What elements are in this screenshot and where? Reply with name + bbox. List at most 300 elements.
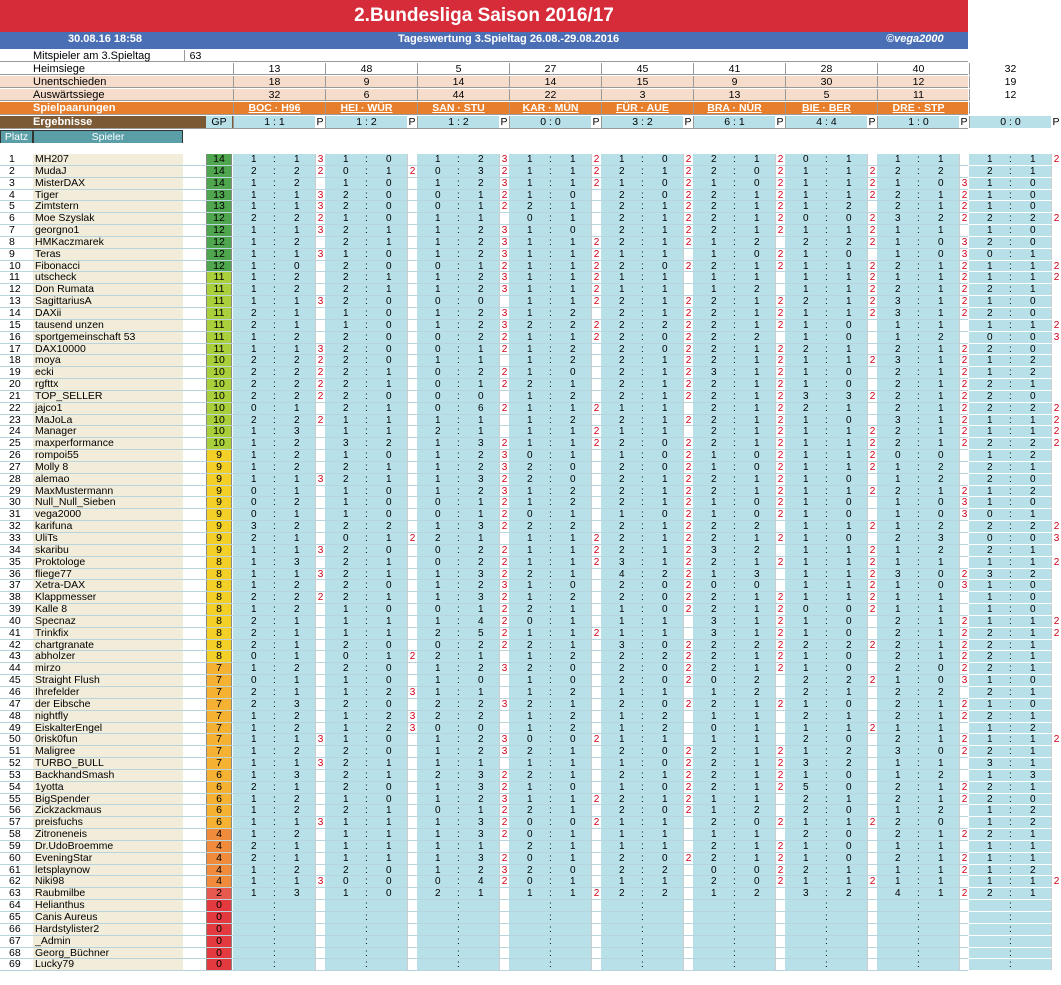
tipp-separator: : <box>457 307 460 319</box>
tipp-cell <box>693 486 775 497</box>
tipp-cell <box>969 592 1051 603</box>
tipp-points: 2 <box>775 190 785 201</box>
tipp-home: 2 <box>251 379 257 391</box>
tipp-home: 1 <box>895 473 901 485</box>
spieler-name: BigSpender <box>33 794 183 805</box>
tipp-home: 1 <box>435 307 441 319</box>
tipp-home: 2 <box>343 544 349 556</box>
gp-cell: 8 <box>206 557 232 568</box>
tipp-separator: : <box>273 888 276 900</box>
tipp-separator: : <box>365 165 368 177</box>
tipp-separator: : <box>825 805 828 817</box>
tipp-cell <box>417 675 499 686</box>
tipp-cell <box>325 190 407 201</box>
tipp-points <box>407 261 417 272</box>
tipp-cell <box>233 166 315 177</box>
tipp-cell <box>785 474 867 485</box>
tipp-separator: : <box>273 900 276 912</box>
tipp-cell <box>509 545 591 556</box>
tipp-away: 0 <box>754 248 760 260</box>
spieler-name: Manager <box>33 426 183 437</box>
table-row <box>0 685 1036 699</box>
tipp-separator: : <box>1009 888 1012 900</box>
tipp-points: 2 <box>959 746 969 757</box>
tipp-away: 2 <box>478 734 484 746</box>
tipp-points <box>683 628 693 639</box>
tipp-points <box>315 462 325 473</box>
tipp-cell <box>233 829 315 840</box>
tipp-separator: : <box>273 414 276 426</box>
tipp-cell <box>693 462 775 473</box>
tipp-home: 2 <box>987 165 993 177</box>
tipp-away: 1 <box>938 307 944 319</box>
game-pair-8: DRE · STP <box>877 102 959 114</box>
tipp-separator: : <box>733 461 736 473</box>
game-res-7: 4 : 4 <box>785 116 867 128</box>
tipp-cell <box>601 604 683 615</box>
tipp-separator: : <box>1009 864 1012 876</box>
tipp-home: 1 <box>251 438 257 450</box>
tipp-away: 0 <box>846 473 852 485</box>
tipp-home: 1 <box>527 367 533 379</box>
tipp-cell <box>785 829 867 840</box>
tipp-separator: : <box>641 900 644 912</box>
tipp-cell <box>785 805 867 816</box>
tipp-away: 0 <box>754 509 760 521</box>
tipp-away: 2 <box>1030 805 1036 817</box>
tipp-separator: : <box>641 604 644 616</box>
tipp-points <box>959 758 969 769</box>
tipp-points: 2 <box>499 545 509 556</box>
tipp-home: 2 <box>803 805 809 817</box>
tipp-separator: : <box>1009 319 1012 331</box>
tipp-home: 1 <box>895 864 901 876</box>
tipp-points <box>315 628 325 639</box>
tipp-points <box>591 580 601 591</box>
tipp-home: 1 <box>435 781 441 793</box>
tipp-away: 1 <box>570 379 576 391</box>
tipp-points <box>959 533 969 544</box>
tipp-separator: : <box>825 544 828 556</box>
game-pair-2: HEI · WÜR <box>325 102 407 114</box>
tipp-away: 0 <box>570 367 576 379</box>
tipp-separator: : <box>457 852 460 864</box>
table-row <box>0 212 1060 225</box>
tipp-cell <box>785 237 867 248</box>
tipp-cell <box>325 450 407 461</box>
tipp-separator: : <box>825 307 828 319</box>
tipp-separator: : <box>733 426 736 438</box>
gp-cell: 0 <box>206 959 232 970</box>
tipp-away: 0 <box>754 177 760 189</box>
tipp-away: 0 <box>386 355 392 367</box>
tipp-points: 2 <box>683 651 693 662</box>
tipp-cell <box>877 332 959 343</box>
tipp-home: 1 <box>803 272 809 284</box>
tipp-cell <box>509 237 591 248</box>
tipp-away: 1 <box>846 592 852 604</box>
tipp-home: 1 <box>527 390 533 402</box>
tipp-points: 2 <box>867 604 877 615</box>
tipp-cell <box>693 924 775 935</box>
tipp-separator: : <box>365 556 368 568</box>
tipp-cell <box>233 853 315 864</box>
tipp-cell <box>325 865 407 876</box>
tipp-home: 0 <box>251 402 257 414</box>
tipp-away: 2 <box>294 710 300 722</box>
tipp-separator: : <box>1009 876 1012 888</box>
tipp-separator: : <box>917 746 920 758</box>
tipp-home: 1 <box>803 248 809 260</box>
tipp-cell <box>601 450 683 461</box>
tipp-points <box>407 332 417 343</box>
tipp-away: 0 <box>386 544 392 556</box>
tipp-home: 2 <box>803 236 809 248</box>
gp-cell: 12 <box>206 225 232 236</box>
tipp-away: 0 <box>754 461 760 473</box>
tipp-separator: : <box>733 473 736 485</box>
tipp-points: 2 <box>683 213 693 224</box>
tipp-home: 1 <box>527 307 533 319</box>
tipp-cell <box>877 687 959 698</box>
tipp-away: 1 <box>386 651 392 663</box>
tipp-away: 1 <box>754 272 760 284</box>
tipp-cell <box>785 628 867 639</box>
tipp-home: 2 <box>251 698 257 710</box>
tipp-separator: : <box>641 379 644 391</box>
gp-cell: 9 <box>206 545 232 556</box>
table-row <box>0 330 1060 344</box>
tipp-away: 0 <box>478 296 484 308</box>
tipp-home: 0 <box>711 722 717 734</box>
tipp-home: 1 <box>895 248 901 260</box>
tipp-separator: : <box>1009 793 1012 805</box>
gp-cell: 10 <box>206 355 232 366</box>
tipp-cell <box>233 355 315 366</box>
gp-cell: 11 <box>206 296 232 307</box>
table-row <box>0 283 1036 296</box>
tipp-points <box>315 699 325 710</box>
tipp-separator: : <box>1009 829 1012 841</box>
tipp-cell <box>417 817 499 828</box>
tipp-cell <box>601 497 683 508</box>
tipp-separator: : <box>273 615 276 627</box>
tipp-separator: : <box>825 615 828 627</box>
tipp-cell <box>233 213 315 224</box>
tipp-away: 3 <box>478 592 484 604</box>
tipp-home: 2 <box>251 319 257 331</box>
tipp-away: 0 <box>386 746 392 758</box>
tipp-points: 2 <box>683 190 693 201</box>
tipp-cell <box>693 841 775 852</box>
tipp-home: 1 <box>895 521 901 533</box>
tipp-home: 1 <box>803 509 809 521</box>
tipp-separator: : <box>549 876 552 888</box>
tipp-separator: : <box>825 734 828 746</box>
gp-cell: 7 <box>206 711 232 722</box>
tipp-separator: : <box>917 177 920 189</box>
tipp-points: 2 <box>867 876 877 887</box>
tipp-away: 1 <box>294 758 300 770</box>
tipp-away: 2 <box>294 461 300 473</box>
tipp-points <box>867 497 877 508</box>
table-row <box>0 449 1036 462</box>
tipp-points: 3 <box>315 154 325 165</box>
tipp-cell <box>693 249 775 260</box>
tipp-separator: : <box>273 722 276 734</box>
tipp-points: 2 <box>959 213 969 224</box>
tipp-separator: : <box>641 390 644 402</box>
tipp-cell <box>693 367 775 378</box>
tipp-home: 0 <box>987 331 993 343</box>
tipp-separator: : <box>365 781 368 793</box>
tipp-cell <box>877 853 959 864</box>
tipp-separator: : <box>641 627 644 639</box>
tipp-points <box>315 616 325 627</box>
tipp-points: 2 <box>775 249 785 260</box>
copyright-label: ©vega2000 <box>886 33 944 45</box>
tipp-points <box>775 723 785 734</box>
tipp-cell <box>785 746 867 757</box>
tipp-away: 2 <box>1030 485 1036 497</box>
tipp-points <box>1051 509 1061 520</box>
tipp-separator: : <box>641 331 644 343</box>
tipp-away: 2 <box>478 154 484 165</box>
tipp-away: 0 <box>1030 307 1036 319</box>
tipp-points <box>315 497 325 508</box>
gp-cell: 7 <box>206 723 232 734</box>
tipp-away: 1 <box>386 769 392 781</box>
tipp-separator: : <box>825 331 828 343</box>
spieler-name: Zickzackmaus <box>33 805 183 816</box>
tipp-cell <box>785 675 867 686</box>
game-res-3: 1 : 2 <box>417 116 499 128</box>
table-row <box>0 603 1036 616</box>
tipp-separator: : <box>549 864 552 876</box>
tipp-away: 1 <box>938 876 944 888</box>
platz-cell: 63 <box>0 888 33 899</box>
tipp-points <box>407 438 417 449</box>
tipp-away: 0 <box>846 213 852 225</box>
tipp-cell <box>233 415 315 426</box>
tipp-separator: : <box>825 935 828 947</box>
gp-cell: 12 <box>206 249 232 260</box>
tipp-home: 2 <box>343 260 349 272</box>
tipp-home: 0 <box>251 497 257 509</box>
tipp-away: 0 <box>478 722 484 734</box>
tipp-points <box>867 853 877 864</box>
tipp-cell <box>877 640 959 651</box>
tipp-points <box>775 580 785 591</box>
tipp-separator: : <box>917 189 920 201</box>
tipp-points <box>407 320 417 331</box>
tipp-cell <box>417 355 499 366</box>
tipp-separator: : <box>365 343 368 355</box>
tipp-separator: : <box>549 307 552 319</box>
tipp-cell <box>601 734 683 745</box>
tipp-away: 1 <box>938 438 944 450</box>
tipp-cell <box>325 841 407 852</box>
tipp-home: 1 <box>803 580 809 592</box>
tipp-away: 0 <box>570 817 576 829</box>
tipp-points <box>959 557 969 568</box>
tipp-cell <box>233 438 315 449</box>
tipp-away: 1 <box>478 343 484 355</box>
platz-cell: 27 <box>0 462 33 473</box>
tipp-cell <box>785 284 867 295</box>
tipp-cell <box>233 545 315 556</box>
tipp-cell <box>509 841 591 852</box>
platz-cell: 53 <box>0 770 33 781</box>
tipp-separator: : <box>549 296 552 308</box>
tipp-home: 2 <box>343 236 349 248</box>
tipp-away: 0 <box>846 781 852 793</box>
tipp-away: 1 <box>662 236 668 248</box>
tipp-separator: : <box>917 473 920 485</box>
ergebnisse-row <box>0 116 1060 129</box>
table-row <box>0 520 1060 533</box>
tipp-separator: : <box>273 627 276 639</box>
tipp-home: 1 <box>251 284 257 296</box>
platz-cell: 36 <box>0 569 33 580</box>
tipp-home: 0 <box>527 852 533 864</box>
tipp-points: 2 <box>959 391 969 402</box>
tipp-cell <box>509 900 591 911</box>
tipp-cell <box>417 166 499 177</box>
tipp-home: 1 <box>803 840 809 852</box>
tipp-points <box>867 403 877 414</box>
tipp-home: 0 <box>435 722 441 734</box>
tipp-points <box>499 924 509 935</box>
tipp-home: 1 <box>527 189 533 201</box>
tipp-home: 1 <box>987 225 993 237</box>
gp-cell: 2 <box>206 888 232 899</box>
tipp-away: 1 <box>386 758 392 770</box>
tipp-points <box>959 592 969 603</box>
tipp-away: 1 <box>570 698 576 710</box>
tipp-home: 1 <box>527 722 533 734</box>
tipp-points: 2 <box>591 817 601 828</box>
tipp-cell <box>417 261 499 272</box>
tipp-separator: : <box>1009 438 1012 450</box>
tipp-points: 2 <box>591 296 601 307</box>
tipp-away: 1 <box>938 592 944 604</box>
tipp-home: 1 <box>435 225 441 237</box>
spieler-name: DAX10000 <box>33 344 183 355</box>
spieler-name: rompoi55 <box>33 450 183 461</box>
tipp-points <box>959 320 969 331</box>
gp-cell: 8 <box>206 651 232 662</box>
gp-cell: 9 <box>206 486 232 497</box>
tipp-points: 2 <box>959 569 969 580</box>
tipp-cell <box>417 249 499 260</box>
tipp-points <box>407 462 417 473</box>
tipp-points <box>407 805 417 816</box>
tipp-separator: : <box>549 805 552 817</box>
tipp-points <box>591 509 601 520</box>
tipp-cell <box>325 533 407 544</box>
tipp-home: 2 <box>987 746 993 758</box>
tipp-points: 2 <box>775 391 785 402</box>
tipp-home: 2 <box>619 497 625 509</box>
tipp-home: 1 <box>619 604 625 616</box>
tipp-points <box>315 675 325 686</box>
tipp-separator: : <box>917 509 920 521</box>
tipp-separator: : <box>273 343 276 355</box>
tipp-separator: : <box>549 225 552 237</box>
tipp-points: 2 <box>499 616 509 627</box>
gp-cell: 4 <box>206 876 232 887</box>
platz-cell: 16 <box>0 332 33 343</box>
tipp-away: 3 <box>478 829 484 841</box>
tipp-cell <box>601 367 683 378</box>
tipp-points: 3 <box>407 687 417 698</box>
tipp-cell <box>693 805 775 816</box>
tipp-points: 2 <box>775 379 785 390</box>
tipp-home: 1 <box>987 485 993 497</box>
tipp-points: 2 <box>959 190 969 201</box>
tipp-home: 1 <box>987 876 993 888</box>
tipp-points: 2 <box>683 355 693 366</box>
spieler-name: EiskalterEngel <box>33 723 183 734</box>
auswaertssiege-row <box>0 89 1017 101</box>
tipp-cell <box>509 829 591 840</box>
tipp-cell <box>233 569 315 580</box>
tipp-cell <box>233 497 315 508</box>
tipp-home: 2 <box>895 734 901 746</box>
tipp-cell <box>877 675 959 686</box>
gp-cell: 13 <box>206 190 232 201</box>
tipp-points: 2 <box>407 651 417 662</box>
tipp-separator: : <box>641 189 644 201</box>
tipp-home: 3 <box>803 390 809 402</box>
tipp-home: 1 <box>527 651 533 663</box>
tipp-separator: : <box>549 521 552 533</box>
tipp-separator: : <box>365 450 368 462</box>
tipp-cell <box>601 344 683 355</box>
tipp-separator: : <box>641 177 644 189</box>
gp-cell: 4 <box>206 865 232 876</box>
tipp-away: 0 <box>846 651 852 663</box>
tipp-home: 2 <box>527 461 533 473</box>
tipp-points: 2 <box>959 426 969 437</box>
tipp-points: 2 <box>775 344 785 355</box>
tipp-away: 0 <box>386 201 392 213</box>
tipp-away: 1 <box>1030 639 1036 651</box>
tipp-points <box>867 201 877 212</box>
tipp-away: 2 <box>294 746 300 758</box>
tipp-separator: : <box>549 758 552 770</box>
tipp-points <box>867 734 877 745</box>
game-ausw-3: 44 <box>417 89 499 101</box>
tipp-away: 2 <box>570 710 576 722</box>
tipp-cell <box>969 876 1051 887</box>
tipp-away: 1 <box>662 355 668 367</box>
tipp-away: 1 <box>570 829 576 841</box>
tipp-home: 2 <box>251 367 257 379</box>
tipp-away: 1 <box>294 189 300 201</box>
tipp-cell <box>877 711 959 722</box>
tipp-home: 2 <box>343 343 349 355</box>
tipp-separator: : <box>549 390 552 402</box>
tipp-separator: : <box>641 817 644 829</box>
tipp-points: 2 <box>591 284 601 295</box>
tipp-points <box>591 391 601 402</box>
tipp-home: 1 <box>251 260 257 272</box>
tipp-separator: : <box>641 461 644 473</box>
tipp-points <box>315 438 325 449</box>
tipp-home: 1 <box>987 177 993 189</box>
